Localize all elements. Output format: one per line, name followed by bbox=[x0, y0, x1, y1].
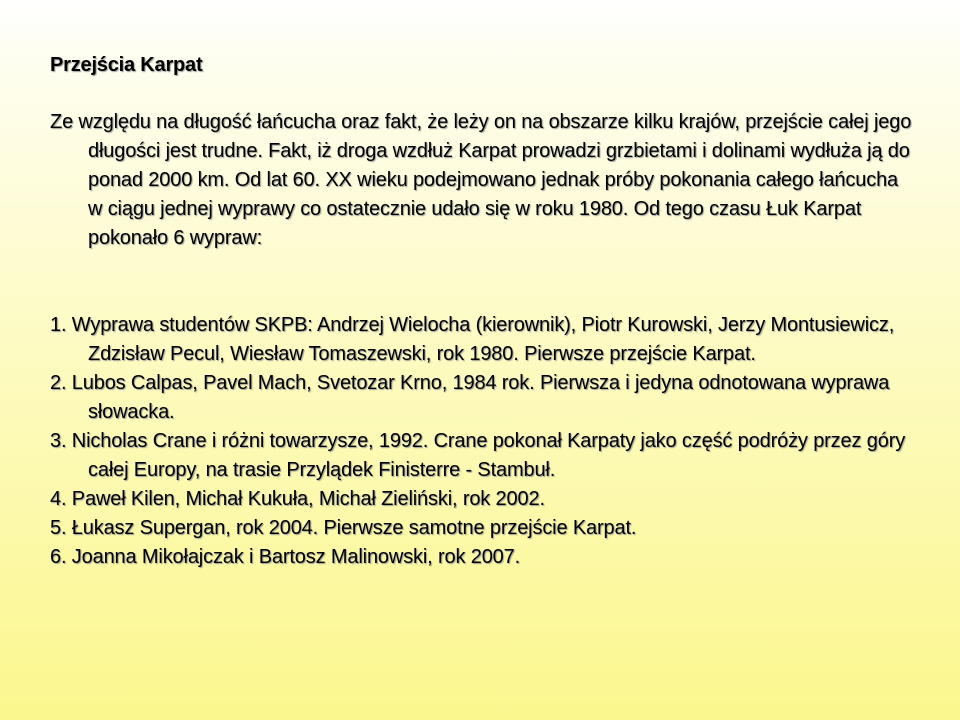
intro-paragraph: Ze względu na długość łańcucha oraz fakt, że leży on na obszarze kilku krajów, przejście całej jego długości jest trudne. Fakt, iż droga wzdłuż Karpat prowadzi grzbietami i dolinami wydłuża ją do ponad 2000 km. Od lat 60. XX wieku podejmowano jednak próby pokonania całego łańcucha w ciągu jednej wyprawy co ostatecznie udało się w roku 1980. Od tego czasu Łuk Karpat pokonało 6 wypraw: bbox=[50, 111, 912, 249]
list-item: 4. Paweł Kilen, Michał Kukuła, Michał Zieliński, rok 2002. bbox=[50, 488, 545, 510]
list-item: 2. Lubos Calpas, Pavel Mach, Svetozar Krno, 1984 rok. Pierwsza i jedyna odnotowana wyprawa słowacka. bbox=[50, 372, 890, 423]
list-item: 6. Joanna Mikołajczak i Bartosz Malinowski, rok 2007. bbox=[50, 546, 521, 568]
list-item: 5. Łukasz Supergan, rok 2004. Pierwsze samotne przejście Karpat. bbox=[50, 517, 637, 539]
expedition-list bbox=[50, 311, 912, 572]
list-item: 1. Wyprawa studentów SKPB: Andrzej Wielocha (kierownik), Piotr Kurowski, Jerzy Montusiewicz, Zdzisław Pecul, Wiesław Tomaszewski, rok 1980. Pierwsze przejście Karpat. bbox=[50, 314, 895, 365]
list-item: 3. Nicholas Crane i różni towarzysze, 1992. Crane pokonał Karpaty jako część podróży przez góry całej Europy, na trasie Przylądek Finisterre - Stambuł. bbox=[50, 430, 906, 481]
slide-title: Przejścia Karpat bbox=[50, 54, 203, 76]
